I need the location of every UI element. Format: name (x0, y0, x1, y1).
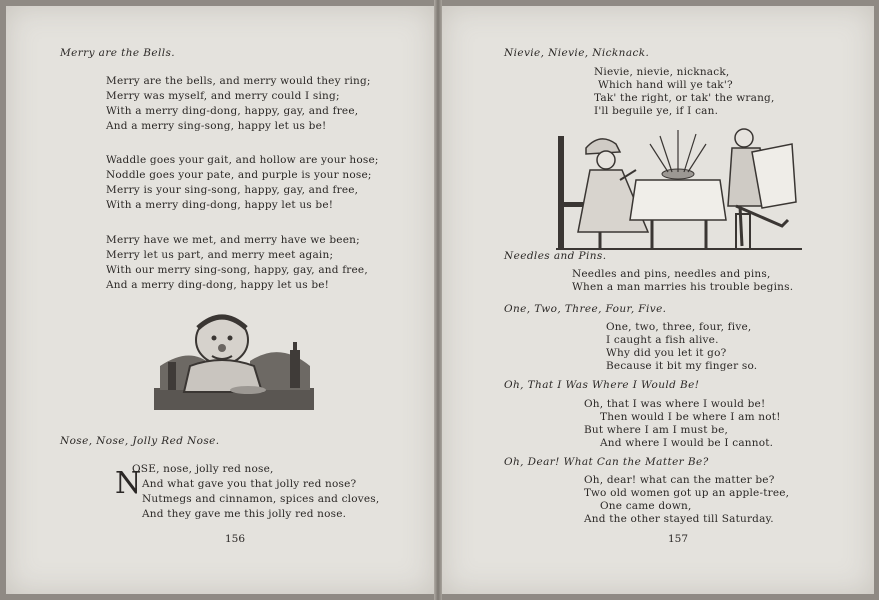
verse-line: Merry is your sing-song, happy, gay, and free, (106, 184, 359, 196)
drop-cap: N (115, 466, 142, 501)
title-merry-are-the-bells: Merry are the Bells. (60, 47, 176, 59)
verse-line: And where I would be I cannot. (600, 437, 774, 449)
verse-line: And what gave you that jolly red nose? (142, 478, 357, 490)
verse-line: When a man marries his trouble begins. (572, 281, 794, 293)
title-one-two-three: One, Two, Three, Four, Five. (504, 303, 667, 315)
page-number-right: 157 (668, 533, 689, 545)
verse-line: Nievie, nievie, nicknack, (594, 66, 730, 78)
verse-line: And they gave me this jolly red nose. (142, 508, 347, 520)
verse-line: With a merry ding-dong, happy, gay, and free, (106, 105, 359, 117)
verse-line: One came down, (600, 500, 692, 512)
stanza-1 (106, 74, 371, 134)
nose-first-line: OSE, nose, jolly red nose, (132, 463, 274, 475)
verse-line: One, two, three, four, five, (606, 321, 752, 333)
verse-line: With our merry sing-song, happy, gay, and free, (106, 264, 368, 276)
oh-dear-verse (584, 474, 789, 526)
verse-line: I caught a fish alive. (606, 334, 719, 346)
verse-line: Merry let us part, and merry meet again; (106, 249, 334, 261)
couple-at-table-illustration (556, 122, 802, 252)
verse-line: Nutmegs and cinnamon, spices and cloves, (142, 493, 380, 505)
title-nose-jolly-red-nose: Nose, Nose, Jolly Red Nose. (60, 435, 220, 447)
verse-line: Tak' the right, or tak' the wrang, (594, 92, 775, 104)
verse-line: Which hand will ye tak'? (598, 79, 733, 91)
verse-line: Merry are the bells, and merry would they ring; (106, 75, 371, 87)
title-needles-and-pins: Needles and Pins. (504, 250, 607, 262)
verse-line: Oh, dear! what can the matter be? (584, 474, 775, 486)
right-page (442, 6, 874, 594)
verse-line: Then would I be where I am not! (600, 411, 781, 423)
needles-verse (572, 268, 793, 294)
left-page (6, 6, 434, 594)
verse-line: And a merry ding-dong, happy let us be! (106, 279, 330, 291)
verse-line: Because it bit my finger so. (606, 360, 758, 372)
verse-line: Merry have we met, and merry have we been; (106, 234, 360, 246)
verse-line: Needles and pins, needles and pins, (572, 268, 771, 280)
one-two-verse (606, 321, 757, 373)
verse-line: But where I am I must be, (584, 424, 729, 436)
verse-line: Oh, that I was where I would be! (584, 398, 766, 410)
jolly-man-illustration (150, 306, 320, 416)
verse-line: Two old women got up an apple-tree, (584, 487, 790, 499)
verse-line: I'll beguile ye, if I can. (594, 105, 719, 117)
verse-line: Waddle goes your gait, and hollow are your hose; (106, 154, 379, 166)
verse-line: Noddle goes your pate, and purple is your nose; (106, 169, 372, 181)
nievie-verse (594, 66, 775, 118)
page-number-left: 156 (225, 533, 246, 545)
verse-line: Merry was myself, and merry could I sing; (106, 90, 340, 102)
verse-line: With a merry ding-dong, happy let us be! (106, 199, 334, 211)
title-nievie: Nievie, Nievie, Nicknack. (504, 47, 650, 59)
verse-line: Why did you let it go? (606, 347, 727, 359)
title-oh-that-i-was: Oh, That I Was Where I Would Be! (504, 379, 700, 391)
verse-line: And a merry sing-song, happy let us be! (106, 120, 327, 132)
stanza-2 (106, 153, 379, 213)
book-gutter (434, 0, 442, 600)
oh-that-verse (584, 398, 781, 450)
stanza-3 (106, 233, 368, 293)
nose-verse (142, 477, 379, 522)
verse-line: And the other stayed till Saturday. (584, 513, 774, 525)
title-oh-dear: Oh, Dear! What Can the Matter Be? (504, 456, 709, 468)
